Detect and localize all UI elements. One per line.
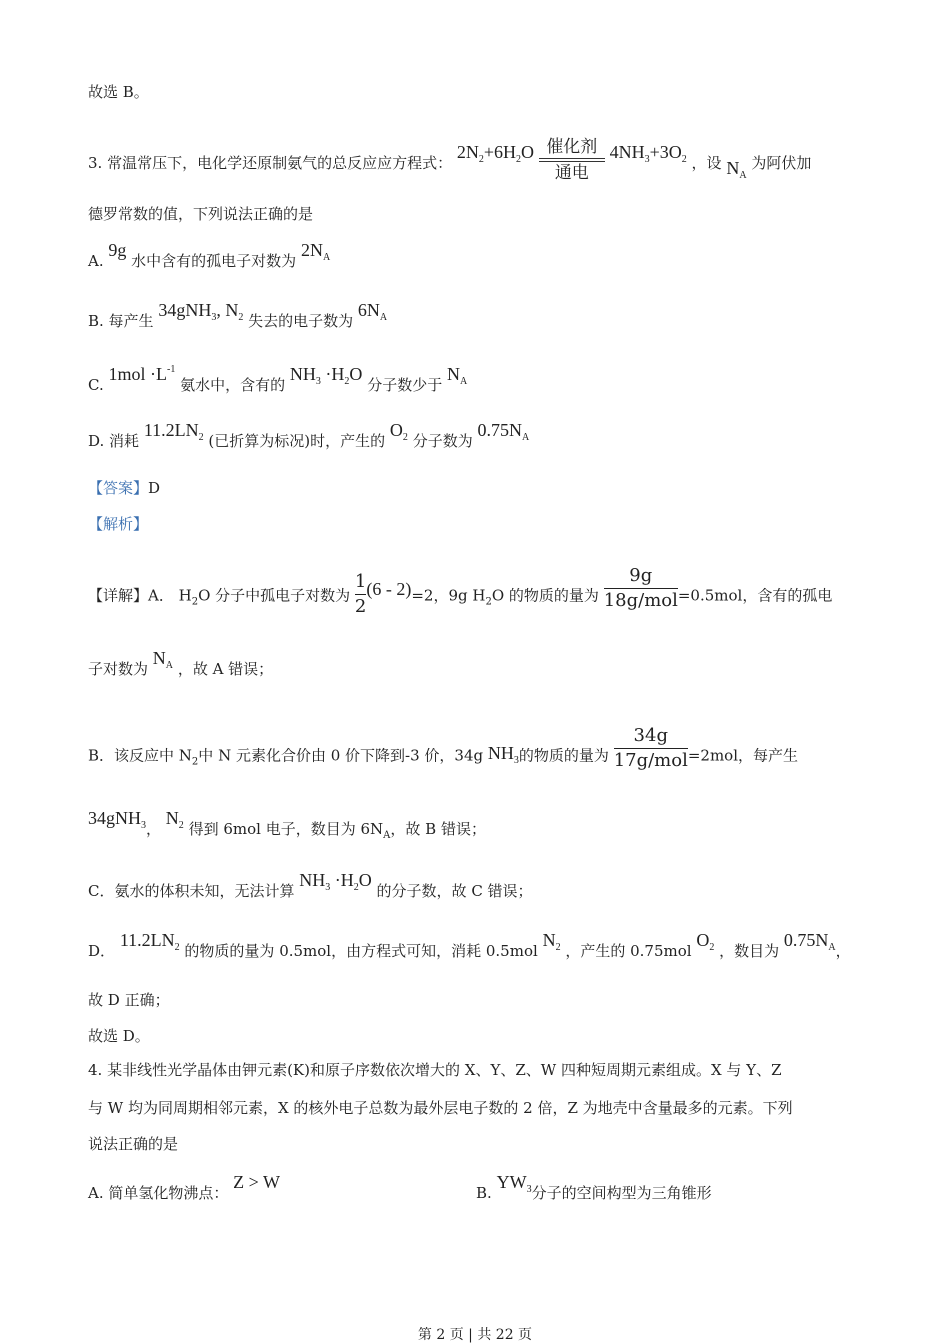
answer-value: D <box>148 479 161 497</box>
answer-line <box>88 478 160 498</box>
equation-products: $4NH_3+3O_2$ <box>609 142 687 165</box>
analysis-tag: 【解析】 <box>88 515 149 533</box>
detail-b: B．该反应中 $N_2$中 N 元素化合价由 0 价下降到-3 价，34g $NH_3$的物质的量为 $\frac{34g}{\text{17g/mol}}$ =2mol，每产生 <box>88 725 799 771</box>
fraction-9g: $\frac{9g}{\text{18g/mol}}$ <box>603 565 678 611</box>
option-d: D. 消耗 $11.2LN_2$ (已折算为标况)时，产生的 $O_2$ 分子数为 $0.75N_A$ <box>88 420 530 450</box>
question-3-tail: 为阿伏加 <box>751 154 812 172</box>
option-b: B. 每产生 34gNH$_3$, $N_2$ 失去的电子数为 $6N_A$ <box>88 300 388 330</box>
question-3-line-2: 德罗常数的值，下列说法正确的是 <box>88 205 314 223</box>
reaction-arrow <box>539 136 605 184</box>
equation-reactants: $2N_2+6H_2O$ <box>456 142 535 165</box>
question-4-option-a: A. 简单氢化物沸点： Z > W <box>88 1172 280 1202</box>
option-c: C. $1mol \cdot L^{-1}$ 氨水中，含有的 $NH_3 \cdot H_2O$ 分子数少于 $N_A$ <box>88 364 468 394</box>
option-a: A. 9g 水中含有的孤电子对数为 $2N_A$ <box>88 240 331 270</box>
question-3-comma: ，设 <box>691 154 722 172</box>
fraction-one-half: $\frac{1}{2}$ <box>354 571 367 617</box>
question-4-option-b: B. $YW_3$分子的空间构型为三角锥形 <box>476 1172 712 1202</box>
final-answer: 故选 D。 <box>88 1027 150 1045</box>
detail-d-2: 故 D 正确； <box>88 991 170 1009</box>
detail-d: D． $11.2LN_2$ 的物质的量为 0.5mol，由方程式可知，消耗 0.5mol $N_2$ ，产生的 0.75mol $O_2$ ，数目为 $0.75N_A$， <box>88 930 851 960</box>
question-4-line-2: 与 W 均为同周期相邻元素，X 的核外电子总数为最外层电子数的 2 倍，Z 为地壳中含量最多的元素。下列 <box>88 1099 793 1117</box>
catalyst-label: 催化剂 <box>546 137 598 157</box>
question-4-line-3: 说法正确的是 <box>88 1135 179 1153</box>
detail-a: 【详解】A． $H_2O$ 分子中孤电子对数为 $\frac{1}{2}$ (6 - 2)=2，9g $H_2O$ 的物质的量为 $\frac{9g}{\text{18g/mol}}$ =0.5mol，含有的孤电 <box>88 565 833 617</box>
condition-label: 通电 <box>554 163 589 183</box>
detail-c: C．氨水的体积未知，无法计算 $NH_3 \cdot H_2O$ 的分子数，故 C 错误； <box>88 870 533 900</box>
detail-a-2: 子对数为 $N_A$ ，故 A 错误； <box>88 648 274 678</box>
detail-b-2: 34gNH$_3$， $N_2$ 得到 6mol 电子，数目为 $6N_A$，故 B 错误； <box>88 808 486 841</box>
question-3-intro: 3. 常温常压下，电化学还原制氨气的总反应应方程式： <box>88 154 453 172</box>
choice-b-line: 故选 B。 <box>88 83 149 101</box>
avogadro-symbol: $N_A$ <box>726 158 747 181</box>
question-3-line <box>88 137 812 188</box>
question-4-line-1: 4. 某非线性光学晶体由钾元素(K)和原子序数依次增大的 X、Y、Z、W 四种短周期元素组成。X 与 Y、Z <box>88 1061 782 1079</box>
option-a-value: $2N_A$ <box>300 240 331 263</box>
page-footer: 第 2 页 | 共 22 页 <box>417 1327 533 1343</box>
answer-tag: 【答案】 <box>88 479 149 497</box>
fraction-34g: $\frac{34g}{\text{17g/mol}}$ <box>613 725 688 771</box>
